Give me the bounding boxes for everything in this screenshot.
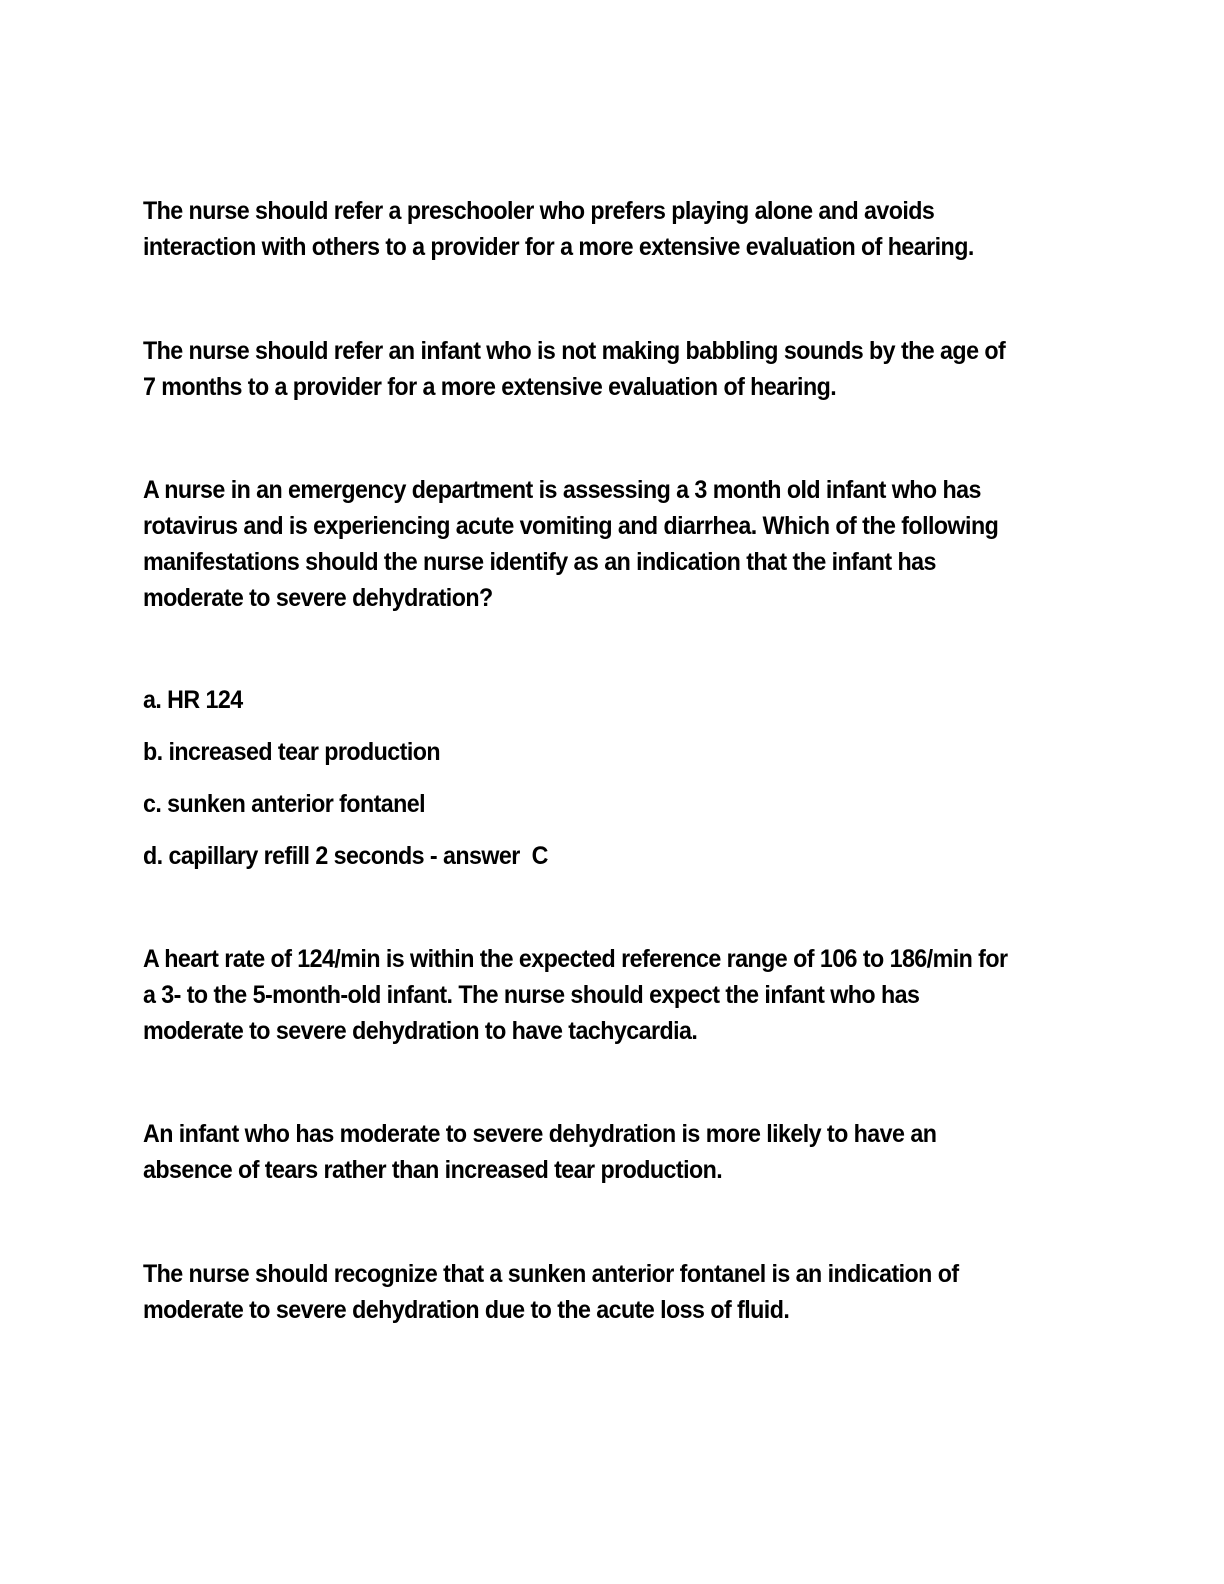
option-d-with-answer: d. capillary refill 2 seconds - answer C [143, 842, 548, 870]
rationale-heart-rate: A heart rate of 124/min is within the expected reference range of 106 to 186/min for a 3- to the 5-month-old infant. The nurse should expect the infant who has moderate to severe dehydration to have tachycardia. [143, 945, 1008, 1045]
rationale-fontanel: The nurse should recognize that a sunken anterior fontanel is an indication of moderate to severe dehydration due to the acute loss of fluid. [143, 1260, 959, 1324]
paragraph-infant-babbling-referral: The nurse should refer an infant who is not making babbling sounds by the age of 7 months to a provider for a more extensive evaluation of hearing. [143, 337, 1006, 401]
paragraph-preschooler-referral: The nurse should refer a preschooler who prefers playing alone and avoids interaction with others to a provider for a more extensive evaluation of hearing. [143, 197, 974, 261]
rationale-tears: An infant who has moderate to severe dehydration is more likely to have an absence of tears rather than increased tear production. [143, 1120, 937, 1184]
option-c: c. sunken anterior fontanel [143, 790, 426, 818]
option-b: b. increased tear production [143, 738, 441, 766]
option-a: a. HR 124 [143, 686, 243, 714]
question-dehydration: A nurse in an emergency department is assessing a 3 month old infant who has rotavirus and is experiencing acute vomiting and diarrhea. Which of the following manifestations should the nurse identify as an indication that the infant has moderate to severe dehydration? [143, 476, 999, 612]
